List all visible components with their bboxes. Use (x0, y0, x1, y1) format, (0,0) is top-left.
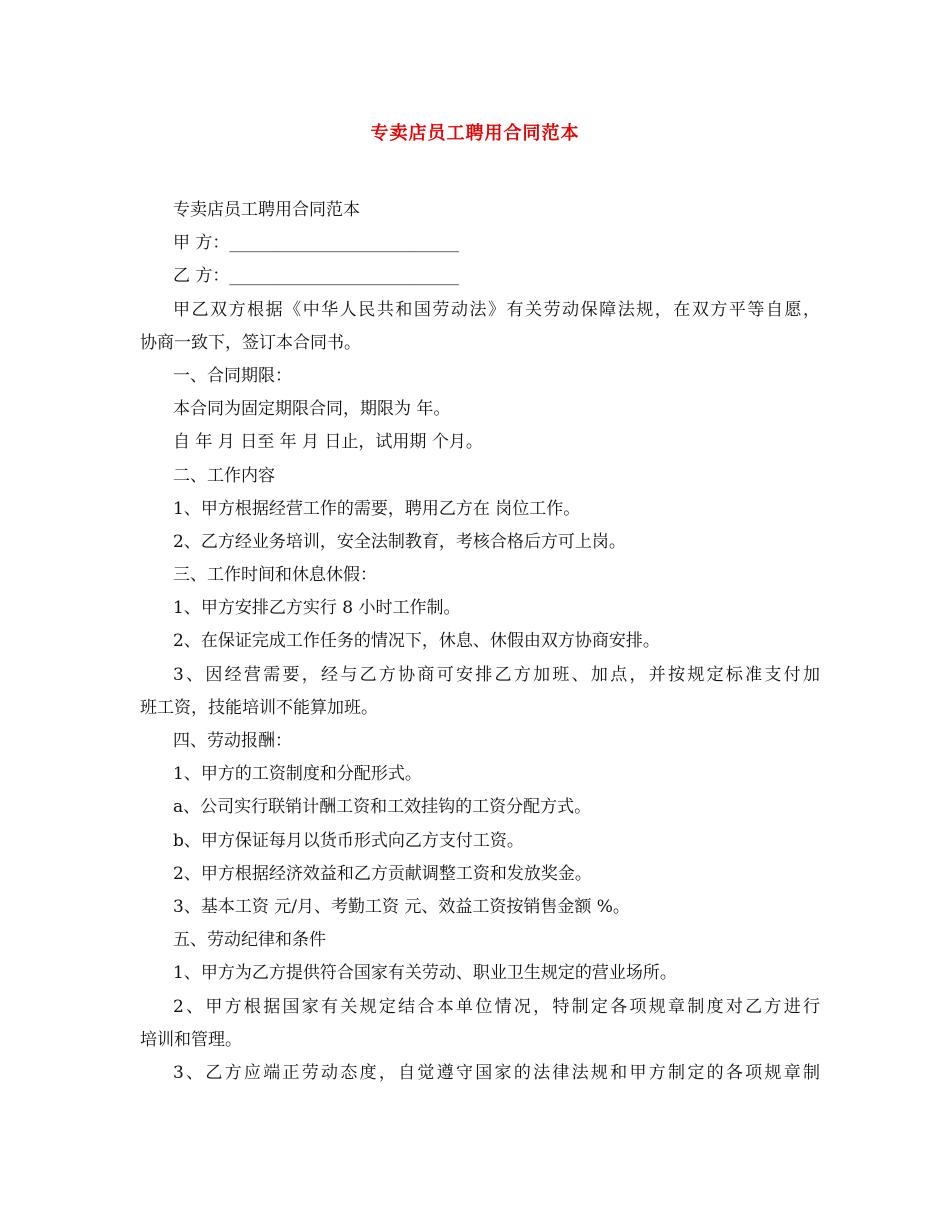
paragraph-line: 1、甲方安排乙方实行 8 小时工作制。 (173, 598, 461, 619)
paragraph-line: 1、甲方根据经营工作的需要，聘用乙方在 岗位工作。 (173, 498, 581, 519)
section-heading: 一、合同期限： (173, 365, 292, 386)
paragraph-line: 2、乙方经业务培训，安全法制教育，考核合格后方可上岗。 (173, 531, 626, 552)
section-heading: 二、工作内容 (173, 465, 275, 486)
paragraph-line: 班工资，技能培训不能算加班。 (140, 697, 378, 718)
paragraph-line: 培训和管理。 (140, 1029, 242, 1050)
paragraph-line: 3、基本工资 元/月、考勤工资 元、效益工资按销售金额 %。 (173, 896, 630, 917)
paragraph-line: 3、乙方应端正劳动态度，自觉遵守国家的法律法规和甲方制定的各项规章制 (173, 1062, 820, 1083)
paragraph-line: 3、因经营需要，经与乙方协商可安排乙方加班、加点，并按规定标准支付加 (173, 664, 820, 685)
paragraph-line: 甲乙双方根据《中华人民共和国劳动法》有关劳动保障法规，在双方平等自愿， (173, 299, 820, 320)
document-body (140, 194, 820, 1090)
paragraph-line: 协商一致下，签订本合同书。 (140, 332, 361, 353)
section-heading: 四、劳动报酬： (173, 731, 292, 751)
section-heading: 三、工作时间和休息休假： (173, 565, 377, 586)
document-title: 专卖店员工聘用合同范本 (370, 123, 580, 144)
paragraph-line: 1、甲方的工资制度和分配形式。 (173, 764, 422, 785)
paragraph-line: 2、甲方根据国家有关规定结合本单位情况，特制定各项规章制度对乙方进行 (173, 996, 820, 1017)
party-a-line: 甲 方：___________________________ (173, 233, 459, 254)
paragraph-line: 2、在保证完成工作任务的情况下，休息、休假由双方协商安排。 (173, 631, 660, 652)
paragraph-line: a、公司实行联销计酬工资和工效挂钩的工资分配方式。 (173, 797, 592, 818)
section-heading: 五、劳动纪律和条件 (173, 930, 326, 951)
paragraph-line: b、甲方保证每月以货币形式向乙方支付工资。 (173, 830, 524, 851)
paragraph-line: 本合同为固定期限合同，期限为 年。 (173, 399, 451, 420)
paragraph-line: 专卖店员工聘用合同范本 (173, 200, 360, 220)
paragraph-line: 1、甲方为乙方提供符合国家有关劳动、职业卫生规定的营业场所。 (173, 963, 677, 984)
party-b-line: 乙 方：___________________________ (173, 266, 459, 287)
paragraph-line: 自 年 月 日至 年 月 日止，试用期 个月。 (173, 432, 483, 453)
paragraph-line: 2、甲方根据经济效益和乙方贡献调整工资和发放奖金。 (173, 863, 592, 884)
